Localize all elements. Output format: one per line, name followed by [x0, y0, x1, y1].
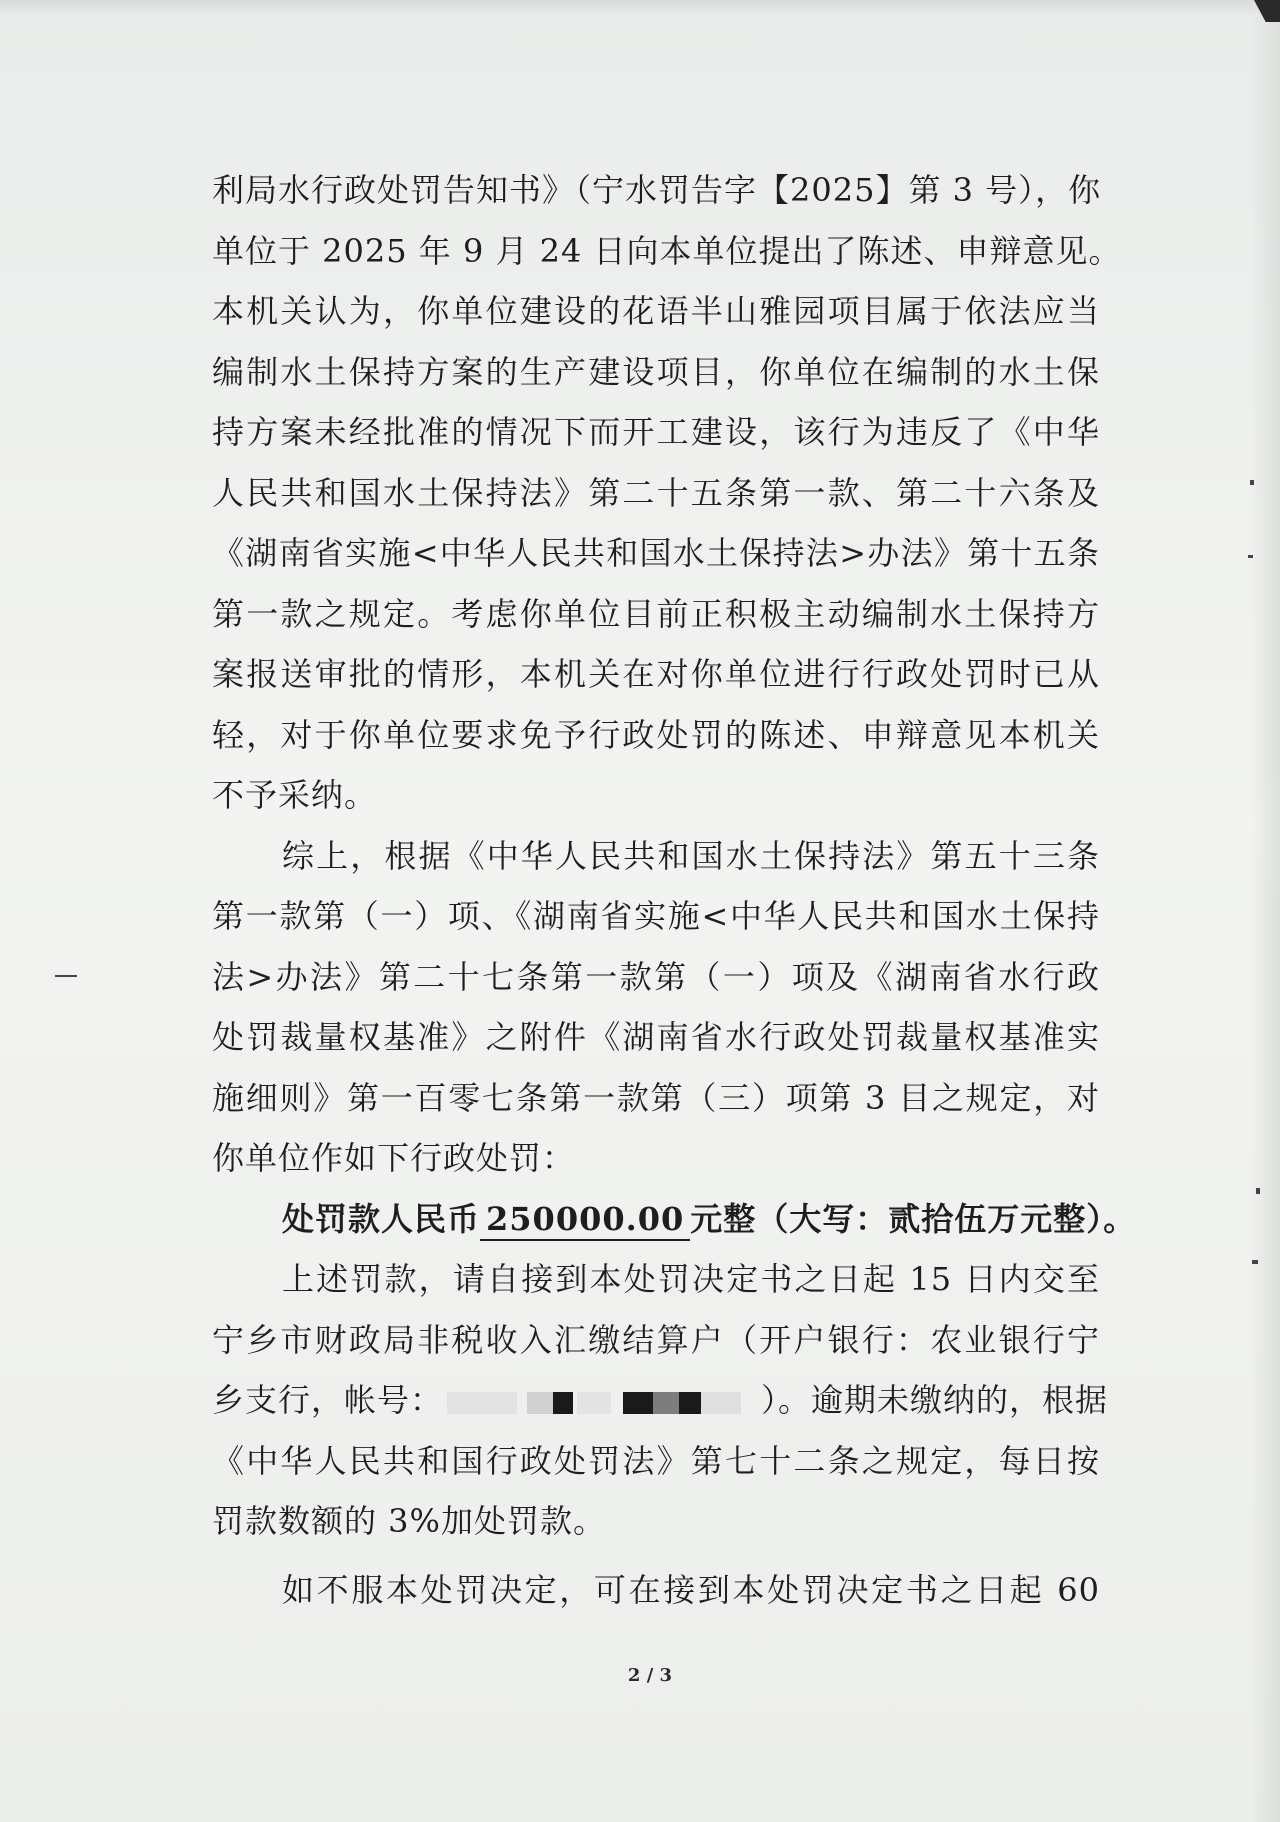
text-line: 上述罚款，请自接到本处罚决定书之日起 15 日内交至	[282, 1260, 1100, 1298]
text-line: 本机关认为，你单位建设的花语半山雅园项目属于依法应当	[212, 292, 1100, 330]
text-line: 不予采纳。	[212, 776, 378, 814]
text-line: 轻，对于你单位要求免予行政处罚的陈述、申辩意见本机关	[212, 715, 1100, 754]
scan-mark	[1256, 1188, 1260, 1194]
account-line	[212, 1370, 1109, 1431]
scan-mark	[1250, 480, 1254, 485]
penalty-amount: 250000.00	[480, 1199, 690, 1241]
scan-mark	[1252, 1260, 1258, 1264]
scan-top-edge	[0, 0, 1280, 16]
scan-mark	[1248, 555, 1253, 558]
document-body	[212, 160, 1137, 1620]
text-line: 案报送审批的情形，本机关在对你单位进行行政处罚时已从	[212, 655, 1100, 693]
text-line: 你单位作如下行政处罚：	[212, 1139, 576, 1177]
text-line: 施细则》第一百零七条第一款第（三）项第 3 目之规定，对	[212, 1078, 1100, 1117]
text-line: 《湖南省实施<中华人民共和国水土保持法>办法》第十五条	[212, 534, 1100, 572]
text-line: 法>办法》第二十七条第一款第（一）项及《湖南省水行政	[212, 957, 1100, 996]
text-line: 第一款之规定。考虑你单位目前正积极主动编制水土保持方	[212, 594, 1100, 633]
text-line: 宁乡市财政局非税收入汇缴结算户（开户银行：农业银行宁	[212, 1320, 1100, 1359]
text-line: 持方案未经批准的情况下而开工建设，该行为违反了《中华	[212, 413, 1100, 451]
text-line: 处罚裁量权基准》之附件《湖南省水行政处罚裁量权基准实	[212, 1018, 1100, 1056]
penalty-prefix: 处罚款人民币	[282, 1199, 481, 1238]
penalty-line	[212, 1189, 1137, 1250]
account-prefix: 乡支行，帐号：	[212, 1381, 444, 1419]
text-line: 利局水行政处罚告知书》（宁水罚告字【2025】第 3 号），你	[212, 171, 1102, 209]
redacted-account-number	[447, 1385, 757, 1421]
page-number: 2 / 3	[627, 1665, 673, 1686]
text-line: 综上，根据《中华人民共和国水土保持法》第五十三条	[282, 836, 1100, 875]
account-suffix: ）。逾期未缴纳的，根据	[761, 1381, 1109, 1419]
text-line: 人民共和国水土保持法》第二十五条第一款、第二十六条及	[212, 473, 1100, 512]
text-line: 单位于 2025 年 9 月 24 日向本单位提出了陈述、申辩意见。	[212, 231, 1122, 270]
text-line: 如不服本处罚决定，可在接到本处罚决定书之日起 60	[282, 1570, 1100, 1609]
text-line: 编制水土保持方案的生产建设项目，你单位在编制的水土保	[212, 352, 1100, 391]
scan-right-edge	[1250, 0, 1280, 1822]
penalty-suffix: 元整（大写：贰拾伍万元整）。	[690, 1199, 1137, 1238]
scan-mark	[55, 975, 77, 977]
text-line: 罚款数额的 3%加处罚款。	[212, 1502, 606, 1540]
text-line: 第一款第（一）项、《湖南省实施<中华人民共和国水土保持	[212, 897, 1100, 935]
text-line: 《中华人民共和国行政处罚法》第七十二条之规定，每日按	[212, 1441, 1100, 1480]
